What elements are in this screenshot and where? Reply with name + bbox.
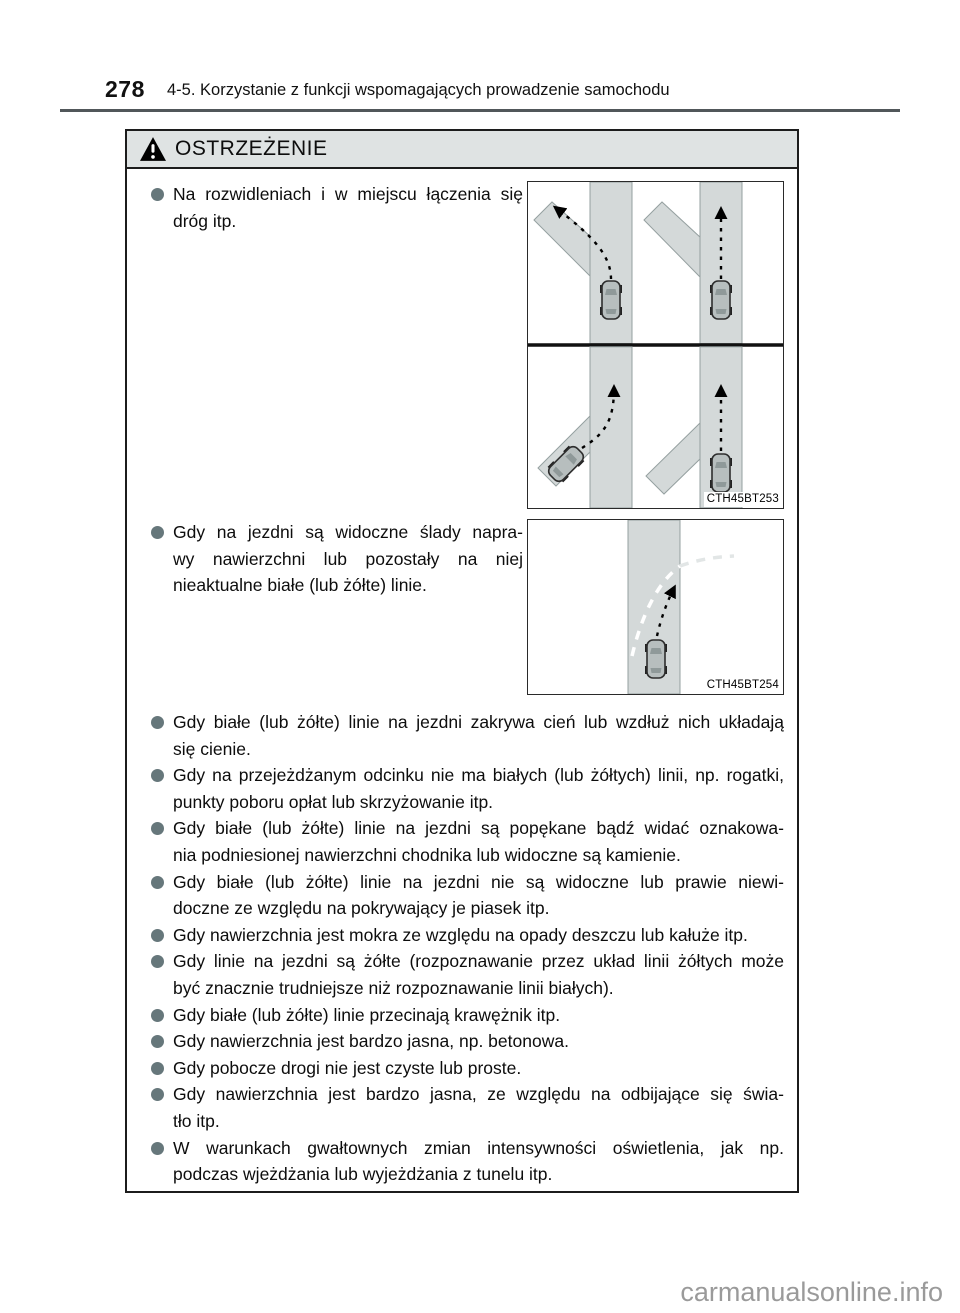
bullet-text: Gdy białe (lub żółte) linie na jezdni są popękane bądź widać oznakowa- nia podniesionej nawierzchni chodnika lub widoczne są kamienie. (173, 818, 784, 865)
warning-bullet (151, 762, 784, 815)
figure-label: CTH45BT253 (704, 492, 782, 507)
warning-bullet (151, 815, 784, 868)
section-title: 4-5. Korzystanie z funkcji wspomagających prowadzenie samochodu (167, 81, 670, 99)
figure-faded-lines (527, 519, 784, 695)
scene-fork-turn-left (534, 182, 632, 344)
warning-header (127, 131, 797, 169)
scene-fork-go-straight (644, 182, 742, 344)
bullet-text: Gdy białe (lub żółte) linie przecinają krawężnik itp. (173, 1004, 561, 1025)
watermark: carmanualsonline.info (680, 1277, 943, 1307)
bullet-icon (151, 1062, 164, 1075)
figure-label: CTH45BT254 (704, 678, 782, 693)
warning-bullet (151, 869, 784, 922)
bullet-column (151, 181, 523, 234)
bullet-text: Gdy nawierzchnia jest bardzo jasna, np. betonowa. (173, 1031, 569, 1052)
faded-line-off-road (680, 556, 734, 566)
bullet-text: Gdy pobocze drogi nie jest czyste lub proste. (173, 1057, 522, 1078)
warning-box (125, 129, 799, 1193)
bullet-icon (151, 1009, 164, 1022)
bullet-icon (151, 716, 164, 729)
bullet-icon (151, 876, 164, 889)
bullet-icon (151, 188, 164, 201)
bullet-text: W warunkach gwałtownych zmian intensywności oświetlenia, jak np. podczas wjeżdżania lub wyjeżdżania z tunelu itp. (173, 1137, 784, 1185)
warning-row-1 (151, 181, 784, 509)
warning-bullet (151, 1028, 784, 1055)
bullet-icon (151, 1142, 164, 1155)
warning-bullet (151, 1002, 784, 1029)
scene-merge-from-branch (538, 347, 632, 508)
warning-bullet (151, 519, 523, 599)
bullet-text: Gdy nawierzchnia jest bardzo jasna, ze względu na odbijające się świa- tło itp. (173, 1084, 784, 1131)
bullet-icon (151, 526, 164, 539)
figure-road-fork-merge (527, 181, 784, 509)
warning-bullet (151, 181, 523, 234)
scene-faded-line-road (628, 520, 734, 694)
bullet-text: Gdy białe (lub żółte) linie na jezdni zakrywa cień lub wzdłuż nich układają się cienie. (173, 712, 784, 759)
warning-bullet (151, 922, 784, 949)
warning-triangle-icon (140, 137, 166, 161)
bullet-icon (151, 955, 164, 968)
warning-bullet (151, 1081, 784, 1134)
warning-bullet (151, 1135, 784, 1188)
warning-bullet (151, 948, 784, 1001)
bullet-icon (151, 929, 164, 942)
warning-bullet (151, 709, 784, 762)
bullet-icon (151, 1088, 164, 1101)
scene-merge-go-straight (646, 347, 742, 508)
bullet-icon (151, 822, 164, 835)
bullet-text: Gdy nawierzchnia jest mokra ze względu na opady deszczu lub kałuże itp. (173, 924, 748, 945)
bullet-text: Gdy linie na jezdni są żółte (rozpoznawanie przez układ linii żółtych może być znacznie trudniejsze niż rozpoznawanie linii białych). (173, 951, 784, 998)
bullet-icon (151, 1035, 164, 1048)
page-number: 278 (105, 76, 145, 102)
bullet-list (151, 709, 784, 1188)
warning-bullet (151, 1055, 784, 1082)
bullet-column (151, 519, 523, 599)
bullet-text: Gdy na przejeżdżanym odcinku nie ma białych (lub żółtych) linii, np. rogatki, punkty poboru opłat lub skrzyżowanie itp. (173, 765, 784, 812)
warning-row-2 (151, 519, 784, 695)
header-rule (60, 109, 900, 112)
bullet-icon (151, 769, 164, 782)
warning-body (127, 169, 797, 1188)
bullet-text: Gdy na jezdni są widoczne ślady napra- wy nawierzchni lub pozostały na niej nieaktualne białe (lub żółte) linie. (173, 522, 523, 596)
bullet-text: Gdy białe (lub żółte) linie na jezdni nie są widoczne lub prawie niewi- doczne ze względu na pokrywający je piasek itp. (173, 871, 784, 919)
bullet-text: Na rozwidleniach i w miejscu łączenia się dróg itp. (173, 184, 523, 231)
warning-title: OSTRZEŻENIE (175, 137, 328, 160)
